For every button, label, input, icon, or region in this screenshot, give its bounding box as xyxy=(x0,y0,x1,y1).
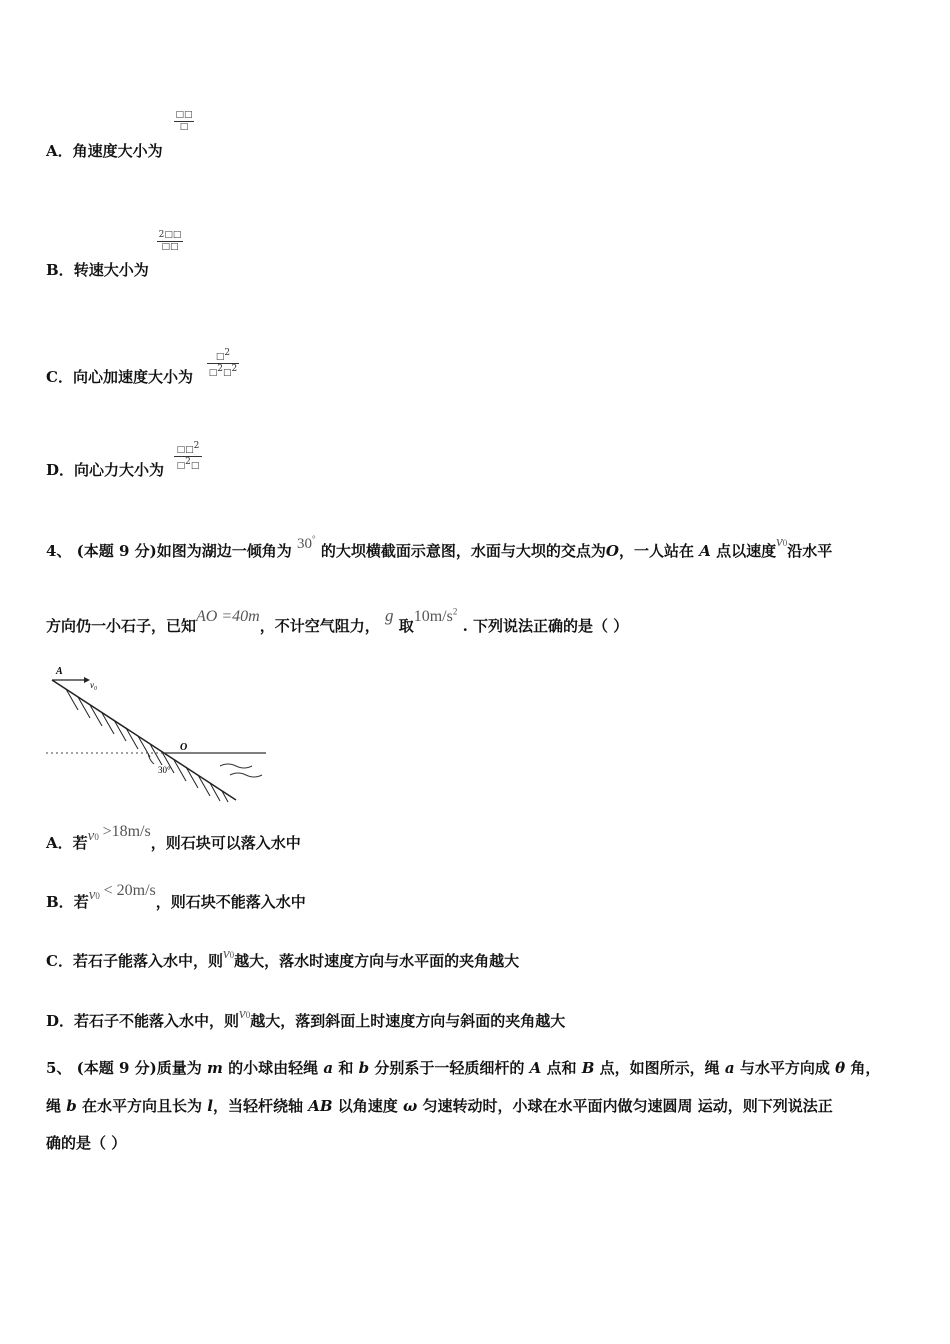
symbol-a: a xyxy=(724,1059,735,1077)
fraction-numerator: □□ xyxy=(175,110,193,120)
option-text: 若石子能落入水中，则 xyxy=(72,952,223,970)
fraction xyxy=(157,230,183,253)
angle-value: 30 xyxy=(297,536,312,552)
option-text: 向心加速度大小为 xyxy=(72,368,193,386)
fraction-denominator xyxy=(207,363,239,379)
fraction-numerator: 2□□ xyxy=(158,230,182,240)
superscript: 2 xyxy=(224,348,231,358)
label-angle: 30° xyxy=(158,765,171,775)
symbol: □ xyxy=(190,461,200,471)
option-text: ，则石块可以落入水中 xyxy=(150,834,301,852)
option-text: 越大，落到斜面上时速度方向与斜面的夹角越大 xyxy=(250,1012,566,1030)
fraction-numerator xyxy=(207,348,239,363)
point-a: A xyxy=(529,1059,542,1077)
superscript: 2 xyxy=(185,457,191,467)
q4-option-d xyxy=(46,1006,566,1031)
symbol: v xyxy=(87,828,95,844)
option-label: D． xyxy=(46,1012,75,1030)
q5-stem-line1 xyxy=(46,1057,880,1078)
option-label: A． xyxy=(46,142,73,160)
v0-condition xyxy=(88,882,156,903)
stem-text: 沿水平 xyxy=(787,542,833,560)
stem-text: 确的是（ ） xyxy=(46,1134,127,1152)
symbol: v xyxy=(776,534,783,550)
symbol-theta: θ xyxy=(835,1059,846,1077)
stem-text: 的大坝横截面示意图，水面与大坝的交点为 xyxy=(320,542,606,560)
symbol-b: b xyxy=(358,1059,370,1077)
subscript: 0 xyxy=(94,832,99,842)
question-number: 5、 xyxy=(46,1059,72,1077)
fraction-denominator xyxy=(174,456,202,472)
question-number: 4、 xyxy=(46,542,72,560)
option-label: B． xyxy=(46,261,74,279)
v0-symbol xyxy=(776,534,787,550)
stem-text: 取 xyxy=(398,617,414,635)
degree-symbol: ° xyxy=(312,534,316,544)
option-c xyxy=(46,366,193,387)
dam-figure xyxy=(44,662,270,804)
subscript: 0 xyxy=(782,538,788,548)
subscript: 0 xyxy=(229,950,235,960)
q4-option-b xyxy=(46,882,306,912)
q4-stem-line1 xyxy=(46,534,833,561)
symbol-b: b xyxy=(66,1097,77,1115)
option-label: B． xyxy=(46,893,74,911)
point-b: B xyxy=(581,1059,595,1077)
stem-text: . 下列说法正确的是（ ） xyxy=(462,617,629,635)
stem-text: 角， xyxy=(850,1059,881,1077)
label-v0: v₀ xyxy=(90,680,98,690)
option-label: A． xyxy=(46,834,73,852)
stem-text: 绳 xyxy=(46,1097,62,1115)
v0-symbol xyxy=(239,1006,250,1022)
symbol-a: a xyxy=(323,1059,334,1077)
option-text: 若石子不能落入水中，则 xyxy=(74,1012,240,1030)
option-b xyxy=(46,259,149,280)
stem-text: 以角速度 xyxy=(337,1097,398,1115)
symbol: v xyxy=(239,1006,246,1022)
q5-stem-line2 xyxy=(46,1095,833,1116)
v0-condition xyxy=(87,823,151,844)
option-text: 转速大小为 xyxy=(73,261,149,279)
g-symbol: g xyxy=(384,606,394,625)
stem-text: 点以速度 xyxy=(716,542,777,560)
superscript: 2 xyxy=(217,364,223,374)
q5-stem-line3 xyxy=(46,1132,126,1153)
stem-text: 和 xyxy=(338,1059,354,1077)
symbol: v xyxy=(222,946,230,962)
stem-text: 点和 xyxy=(546,1059,577,1077)
option-text: 角速度大小为 xyxy=(72,142,163,160)
condition: >18m/s xyxy=(102,823,151,840)
point-a: A xyxy=(699,542,711,560)
symbol: □ xyxy=(223,368,232,378)
option-text: ，则石块不能落入水中 xyxy=(155,893,306,911)
fraction-numerator xyxy=(174,441,202,456)
expression: AO =40m xyxy=(196,608,260,625)
fraction-denominator: □□ xyxy=(157,241,183,253)
fraction-denominator: □ xyxy=(174,121,194,133)
option-text: 向心力大小为 xyxy=(74,461,165,479)
question-score: (本题 9 分) xyxy=(76,542,157,560)
ao-expr xyxy=(196,608,260,625)
label-a: A xyxy=(56,666,63,677)
symbol: □ xyxy=(176,461,186,471)
stem-text: 在水平方向且长为 xyxy=(81,1097,202,1115)
symbol-omega: ω xyxy=(403,1097,418,1115)
value: 10m/s xyxy=(413,608,453,625)
question-score: (本题 9 分) xyxy=(76,1059,157,1077)
axis-ab: AB xyxy=(308,1097,333,1115)
v0-symbol xyxy=(223,946,234,962)
symbol: □□ xyxy=(176,445,194,455)
stem-text: 匀速转动时，小球在水平面内做匀速圆周 运动，则下列说法正 xyxy=(422,1097,833,1115)
g-value xyxy=(414,608,458,625)
subscript: 0 xyxy=(245,1010,251,1020)
symbol: □ xyxy=(208,368,218,378)
angle-expr xyxy=(297,536,316,552)
symbol-l: l xyxy=(207,1097,213,1115)
stem-text: ，不计空气阻力， xyxy=(259,617,380,635)
option-text: 若 xyxy=(73,893,89,911)
subscript: 0 xyxy=(95,891,100,901)
option-text: 若 xyxy=(72,834,88,852)
symbol-m: m xyxy=(207,1059,223,1077)
symbol: v xyxy=(88,887,96,903)
superscript: 2 xyxy=(193,441,200,451)
stem-text: 的小球由轻绳 xyxy=(228,1059,319,1077)
fraction xyxy=(207,348,239,379)
label-o: O xyxy=(180,742,188,753)
superscript: 2 xyxy=(452,606,458,617)
point-o: O xyxy=(605,542,619,560)
option-label: C． xyxy=(46,368,73,386)
slope-hatching xyxy=(66,689,228,802)
slope-line xyxy=(52,680,236,800)
option-label: C． xyxy=(46,952,73,970)
q4-stem-line2 xyxy=(46,606,629,636)
condition: < 20m/s xyxy=(103,882,156,899)
stem-text: ，当轻杆绕轴 xyxy=(212,1097,303,1115)
stem-text: 质量为 xyxy=(156,1059,202,1077)
stem-text: 点，如图所示，绳 xyxy=(599,1059,720,1077)
wave xyxy=(220,764,252,768)
option-label: D． xyxy=(46,461,75,479)
symbol: □ xyxy=(215,352,225,362)
stem-text: 分别系于一轻质细杆的 xyxy=(374,1059,525,1077)
option-text: 越大，落水时速度方向与水平面的夹角越大 xyxy=(234,952,520,970)
q4-option-c xyxy=(46,946,520,971)
q4-option-a xyxy=(46,823,301,853)
stem-text: 如图为湖边一倾角为 xyxy=(156,542,292,560)
fraction xyxy=(174,441,202,472)
superscript: 2 xyxy=(231,364,238,374)
option-a xyxy=(46,140,163,161)
stem-text: ，一人站在 xyxy=(618,542,694,560)
stem-text: 与水平方向成 xyxy=(739,1059,830,1077)
stem-text: 方向仍一小石子，已知 xyxy=(46,617,197,635)
option-d xyxy=(46,459,164,480)
wave xyxy=(230,773,262,777)
fraction xyxy=(174,110,194,133)
